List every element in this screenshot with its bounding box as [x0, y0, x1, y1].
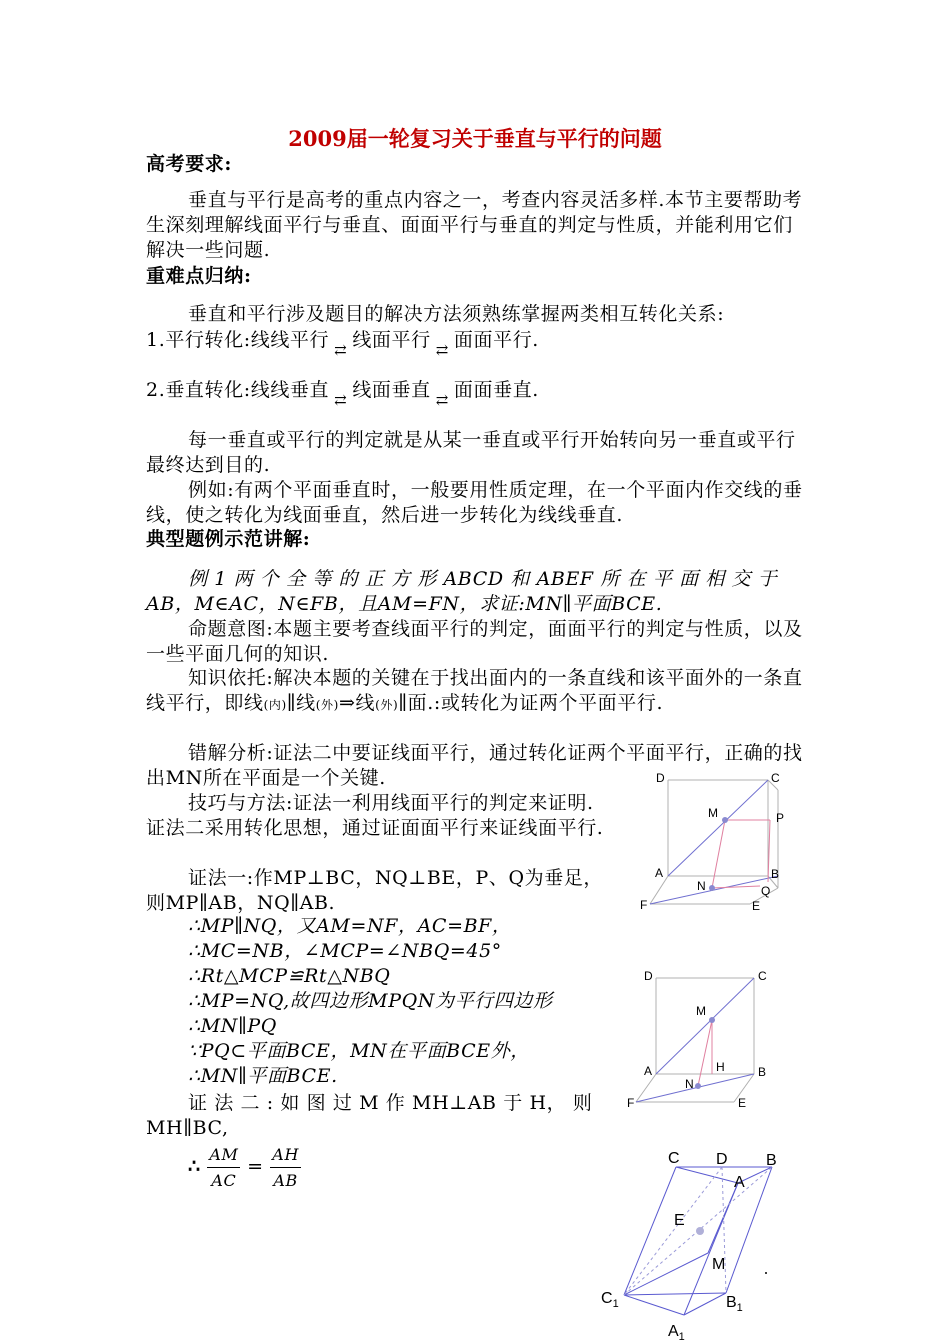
fig2-label-B: B: [758, 1065, 767, 1079]
requirements-paragraph: 垂直与平行是高考的重点内容之一，考查内容灵活多样.本节主要帮助考生深刻理解线面平行与垂直、面面平行与垂直的判定与性质，并能利用它们解决一些问题.: [146, 189, 803, 261]
fig3-label-M: M: [712, 1256, 726, 1273]
convert-arrow-icon: ⇄: [334, 341, 348, 359]
fig2-label-F: F: [627, 1096, 635, 1110]
fig2-label-D: D: [644, 969, 653, 983]
fig1-label-N: N: [697, 879, 706, 893]
figure-3-prism-diagram: [596, 1145, 796, 1344]
fig3-label-D: D: [716, 1151, 728, 1168]
proof-step: ∵PQ⊂平面BCE，MN在平面BCE外，: [188, 1040, 530, 1062]
proof-step: ∴MC=NB，∠MCP=∠NBQ=45°: [188, 940, 502, 962]
key-points-intro: 垂直和平行涉及题目的解决方法须熟练掌握两类相互转化关系:: [188, 303, 725, 325]
convert-arrow-icon: ⇄: [334, 391, 348, 409]
section-heading-key-points: 重难点归纳:: [146, 265, 252, 287]
proof-step: ∴Rt△MCP≌Rt△NBQ: [188, 965, 391, 987]
convert-arrow-icon: ⇄: [435, 391, 449, 409]
proof-step: ∴MP∥NQ，又AM=NF，AC=BF，: [188, 915, 512, 937]
fig1-label-Q: Q: [761, 884, 771, 898]
fig3-label-A1: $A_1$: [668, 1323, 685, 1343]
fig2-label-M: M: [696, 1004, 706, 1018]
fig2-label-H: H: [716, 1060, 725, 1074]
problem-intent: 命题意图:本题主要考查线面平行的判定，面面平行的判定与性质，以及一些平面几何的知识.: [146, 618, 803, 665]
proof-step: ∴MN∥PQ: [188, 1015, 277, 1037]
fig3-label-A: A: [734, 1174, 745, 1191]
example-1-statement-line1: 例 1 两 个 全 等 的 正 方 形 ABCD 和 ABEF 所 在 平 面 相 交 于: [188, 568, 778, 590]
fig1-label-D: D: [656, 771, 665, 785]
fig2-label-E: E: [738, 1096, 747, 1110]
fig3-label-B: B: [766, 1152, 777, 1169]
fig3-label-C: C: [668, 1150, 680, 1167]
error-analysis: 错解分析:证法二中要证线面平行，通过转化证两个平面平行，正确的找出MN所在平面是一个关键.: [146, 742, 803, 789]
document-title: 2009届一轮复习关于垂直与平行的问题: [288, 126, 662, 151]
proof-step: ∴MP=NQ,故四边形MPQN为平行四边形: [188, 990, 553, 1012]
fig3-label-C1: $C_1$: [601, 1290, 619, 1310]
fig2-label-A: A: [644, 1064, 653, 1078]
figure-2-cube-diagram: [622, 968, 782, 1113]
fig3-label-E: E: [674, 1212, 685, 1229]
fig1-label-E: E: [752, 899, 761, 913]
proof-step: ∴MN∥平面BCE.: [188, 1065, 338, 1087]
conversion-parallel: 1.平行转化:线线平行 $_⇄$ 线面平行 $_⇄$ 面面平行.: [146, 329, 539, 359]
fig2-label-C: C: [758, 969, 767, 983]
fig1-label-A: A: [655, 866, 664, 880]
proof-two-setup: 证 法 二 : 如 图 过 M 作 MH⊥AB 于 H， 则 MH∥BC,: [146, 1092, 593, 1139]
conversion-perpendicular: 2.垂直转化:线线垂直 $_⇄$ 线面垂直 $_⇄$ 面面垂直.: [146, 379, 539, 409]
fraction-ah-ab: $\frac{AH}{AB}$: [270, 1142, 301, 1193]
example-1-statement-line2: AB，M∈AC，N∈FB，且AM=FN，求证:MN∥平面BCE.: [146, 593, 663, 615]
fig1-label-M: M: [708, 806, 718, 820]
section-heading-examples: 典型题例示范讲解:: [146, 528, 311, 550]
convert-arrow-icon: ⇄: [435, 341, 449, 359]
fig1-label-P: P: [776, 811, 785, 825]
key-points-paragraph-3: 每一垂直或平行的判定就是从某一垂直或平行开始转向另一垂直或平行最终达到目的.: [146, 429, 796, 476]
key-points-paragraph-4: 例如:有两个平面垂直时，一般要用性质定理，在一个平面内作交线的垂线，使之转化为线面垂直，然后进一步转化为线线垂直.: [146, 479, 803, 526]
knowledge-basis: 知识依托:解决本题的关键在于找出面内的一条直线和该平面外的一条直线平行，即线(内)∥线(外)⇒线(外)∥面.:或转化为证两个平面平行.: [146, 667, 803, 714]
fig1-label-C: C: [771, 771, 780, 785]
fig1-label-F: F: [640, 898, 648, 912]
proof-one-steps: [188, 914, 638, 1089]
section-heading-requirements: 高考要求:: [146, 153, 233, 175]
fig3-label-B1: $B_1$: [726, 1294, 743, 1314]
technique-method: 技巧与方法:证法一利用线面平行的判定来证明.证法二采用转化思想，通过证面面平行来证线面平行.: [146, 792, 604, 839]
proof-one-setup: 证法一:作MP⊥BC，NQ⊥BE，P、Q为垂足，则MP∥AB，NQ∥AB.: [146, 867, 604, 914]
figure-1-cube-diagram: [630, 770, 800, 915]
fig1-label-B: B: [771, 867, 780, 881]
fig2-label-N: N: [685, 1077, 694, 1091]
fraction-am-ac: $\frac{AM}{AC}$: [207, 1142, 240, 1193]
ratio-equation: ∴ $\frac{AM}{AC}$ = $\frac{AH}{AB}$: [188, 1142, 388, 1193]
